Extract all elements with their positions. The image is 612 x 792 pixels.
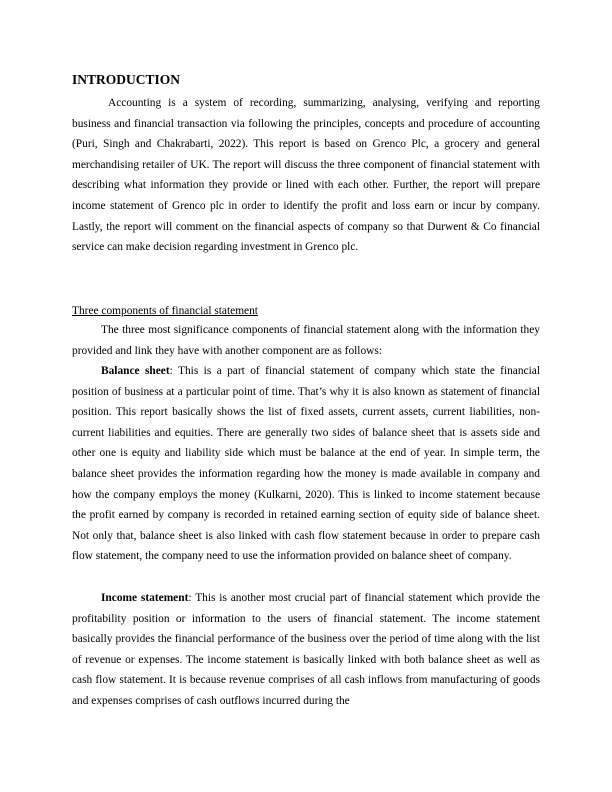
page-title: INTRODUCTION	[72, 72, 181, 87]
intro-paragraph: Accounting is a system of recording, summarizing, analysing, verifying and reporting business and financial transaction via following the principles, concepts and procedure of accounting (Puri, Singh and Chakrabarti, 2022). This report is based on Grenco Plc, a grocery and general merchandising retailer of UK. The report will discuss the three component of financial statement with describing what information they provide or lined with each other. Further, the report will prepare income statement of Grenco plc in order to identify the profit and loss earn or incur by company. Lastly, the report will comment on the financial aspects of company so that Durwent & Co financial service can make decision regarding investment in Grenco plc.	[72, 97, 540, 254]
section-title: Three components of financial statement	[72, 305, 258, 317]
income-statement-term: Income statement	[101, 592, 189, 604]
income-statement-text: : This is another most crucial part of financial statement which provide the profitability position or information to the users of financial statement. The income statement basically provides the financial performance of the business over the period of time along with the list of revenue or expenses. The income statement is basically linked with both balance sheet as well as cash flow statement. It is because revenue comprises of all cash inflows from manufacturing of goods and expenses comprises of cash outflows incurred during the	[72, 592, 541, 707]
balance-sheet-paragraph	[72, 361, 540, 567]
section-intro-paragraph: The three most significance components of financial statement along with the information they provided and link they have with another component are as follows:	[72, 324, 540, 357]
balance-sheet-term: Balance sheet	[101, 365, 170, 377]
balance-sheet-text: : This is a part of financial statement of company which state the financial position of business at a particular point of time. That’s why it is also known as statement of financial position. This report basically shows the list of fixed assets, current assets, current liabilities, non-current liabilities and equities. There are generally two sides of balance sheet that is assets side and other one is equity and liability side which must be balance at the end of year. In simple term, the balance sheet provides the information regarding how the money is made available in company and how the company employs the money (Kulkarni, 2020). This is linked to income statement because the profit earned by company is recorded in retained earning section of equity side of balance sheet. Not only that, balance sheet is also linked with cash flow statement because in order to prepare cash flow statement, the company need to use the information provided on balance sheet of company.	[72, 365, 540, 563]
income-statement-paragraph	[72, 588, 540, 712]
